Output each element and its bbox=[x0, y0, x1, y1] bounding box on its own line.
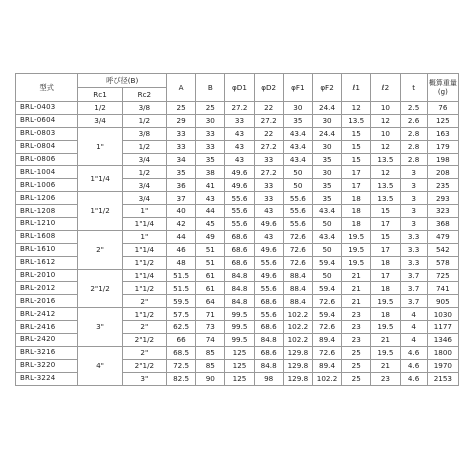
f1-cell: 72.6 bbox=[283, 230, 312, 243]
model-cell: BRL-1608 bbox=[16, 230, 78, 243]
w-cell: 725 bbox=[427, 269, 458, 282]
w-cell: 179 bbox=[427, 140, 458, 153]
l1-cell: 15 bbox=[342, 127, 371, 140]
model-cell: BRL-0806 bbox=[16, 153, 78, 166]
table-header bbox=[16, 74, 459, 102]
a-cell: 33 bbox=[167, 140, 196, 153]
b-cell: 30 bbox=[196, 114, 225, 127]
a-cell: 68.5 bbox=[167, 346, 196, 359]
f1-cell: 50 bbox=[283, 179, 312, 192]
d2-cell: 49.6 bbox=[254, 269, 283, 282]
f2-cell: 50 bbox=[312, 269, 341, 282]
f1-cell: 129.8 bbox=[283, 372, 312, 385]
f2-cell: 35 bbox=[312, 192, 341, 205]
w-cell: 125 bbox=[427, 114, 458, 127]
spec-table bbox=[15, 73, 459, 386]
header-f1: φF1 bbox=[283, 74, 312, 102]
f2-cell: 59.4 bbox=[312, 256, 341, 269]
f1-cell: 129.8 bbox=[283, 359, 312, 372]
t-cell: 3 bbox=[400, 205, 427, 218]
f1-cell: 55.6 bbox=[283, 192, 312, 205]
d1-cell: 125 bbox=[225, 359, 254, 372]
f2-cell: 89.4 bbox=[312, 359, 341, 372]
d2-cell: 27.2 bbox=[254, 166, 283, 179]
b-cell: 85 bbox=[196, 359, 225, 372]
rc2-cell: 1"1/2 bbox=[122, 256, 166, 269]
d2-cell: 68.6 bbox=[254, 295, 283, 308]
header-model: 型式 bbox=[16, 74, 78, 102]
model-cell: BRL-3224 bbox=[16, 372, 78, 385]
table-row bbox=[16, 102, 459, 115]
w-cell: 542 bbox=[427, 243, 458, 256]
b-cell: 61 bbox=[196, 269, 225, 282]
d1-cell: 84.8 bbox=[225, 295, 254, 308]
model-cell: BRL-0604 bbox=[16, 114, 78, 127]
rc2-cell: 1" bbox=[122, 230, 166, 243]
d2-cell: 84.8 bbox=[254, 359, 283, 372]
d2-cell: 33 bbox=[254, 179, 283, 192]
rc1-group-cell: 2" bbox=[78, 230, 122, 269]
a-cell: 33 bbox=[167, 127, 196, 140]
b-cell: 35 bbox=[196, 153, 225, 166]
l1-cell: 18 bbox=[342, 205, 371, 218]
d1-cell: 125 bbox=[225, 346, 254, 359]
t-cell: 3.3 bbox=[400, 243, 427, 256]
d2-cell: 68.6 bbox=[254, 346, 283, 359]
f2-cell: 72.6 bbox=[312, 295, 341, 308]
d1-cell: 43 bbox=[225, 153, 254, 166]
l1-cell: 25 bbox=[342, 359, 371, 372]
header-t: t bbox=[400, 74, 427, 102]
l2-cell: 13.5 bbox=[371, 179, 400, 192]
model-cell: BRL-1206 bbox=[16, 192, 78, 205]
header-rc1: Rc1 bbox=[78, 88, 122, 102]
l1-cell: 15 bbox=[342, 153, 371, 166]
f2-cell: 50 bbox=[312, 218, 341, 231]
b-cell: 33 bbox=[196, 140, 225, 153]
l2-cell: 19.5 bbox=[371, 346, 400, 359]
w-cell: 208 bbox=[427, 166, 458, 179]
w-cell: 1177 bbox=[427, 321, 458, 334]
d2-cell: 84.8 bbox=[254, 334, 283, 347]
a-cell: 59.5 bbox=[167, 295, 196, 308]
t-cell: 3.7 bbox=[400, 295, 427, 308]
rc2-cell: 3/4 bbox=[122, 179, 166, 192]
model-cell: BRL-0804 bbox=[16, 140, 78, 153]
w-cell: 741 bbox=[427, 282, 458, 295]
header-d1: φD1 bbox=[225, 74, 254, 102]
d2-cell: 43 bbox=[254, 205, 283, 218]
b-cell: 44 bbox=[196, 205, 225, 218]
w-cell: 323 bbox=[427, 205, 458, 218]
rc2-cell: 1/2 bbox=[122, 140, 166, 153]
d2-cell: 27.2 bbox=[254, 140, 283, 153]
d2-cell: 68.6 bbox=[254, 321, 283, 334]
a-cell: 40 bbox=[167, 205, 196, 218]
model-cell: BRL-1004 bbox=[16, 166, 78, 179]
d2-cell: 33 bbox=[254, 153, 283, 166]
l1-cell: 25 bbox=[342, 372, 371, 385]
rc1-group-cell: 1"1/2 bbox=[78, 192, 122, 231]
a-cell: 62.5 bbox=[167, 321, 196, 334]
rc2-cell: 1"1/4 bbox=[122, 269, 166, 282]
d1-cell: 55.6 bbox=[225, 218, 254, 231]
l2-cell: 19.5 bbox=[371, 295, 400, 308]
l1-cell: 19.5 bbox=[342, 256, 371, 269]
b-cell: 51 bbox=[196, 243, 225, 256]
table-row bbox=[16, 127, 459, 140]
d1-cell: 99.5 bbox=[225, 334, 254, 347]
model-cell: BRL-2010 bbox=[16, 269, 78, 282]
model-cell: BRL-2012 bbox=[16, 282, 78, 295]
f1-cell: 88.4 bbox=[283, 269, 312, 282]
f2-cell: 35 bbox=[312, 179, 341, 192]
d1-cell: 43 bbox=[225, 127, 254, 140]
d2-cell: 98 bbox=[254, 372, 283, 385]
d2-cell: 49.6 bbox=[254, 243, 283, 256]
table-row bbox=[16, 308, 459, 321]
f2-cell: 24.4 bbox=[312, 127, 341, 140]
t-cell: 4.6 bbox=[400, 372, 427, 385]
l2-cell: 12 bbox=[371, 140, 400, 153]
d2-cell: 55.6 bbox=[254, 308, 283, 321]
l2-cell: 19.5 bbox=[371, 321, 400, 334]
b-cell: 49 bbox=[196, 230, 225, 243]
l2-cell: 18 bbox=[371, 256, 400, 269]
w-cell: 479 bbox=[427, 230, 458, 243]
l1-cell: 19.5 bbox=[342, 230, 371, 243]
l1-cell: 18 bbox=[342, 218, 371, 231]
rc2-cell: 2"1/2 bbox=[122, 359, 166, 372]
b-cell: 85 bbox=[196, 346, 225, 359]
w-cell: 368 bbox=[427, 218, 458, 231]
l1-cell: 19.5 bbox=[342, 243, 371, 256]
model-cell: BRL-1612 bbox=[16, 256, 78, 269]
header-b: B bbox=[196, 74, 225, 102]
f1-cell: 102.2 bbox=[283, 308, 312, 321]
l1-cell: 12 bbox=[342, 102, 371, 115]
rc2-cell: 2" bbox=[122, 346, 166, 359]
w-cell: 1800 bbox=[427, 346, 458, 359]
f2-cell: 72.6 bbox=[312, 321, 341, 334]
b-cell: 33 bbox=[196, 127, 225, 140]
d1-cell: 99.5 bbox=[225, 308, 254, 321]
a-cell: 51.5 bbox=[167, 282, 196, 295]
f1-cell: 43.4 bbox=[283, 140, 312, 153]
t-cell: 4 bbox=[400, 334, 427, 347]
w-cell: 1970 bbox=[427, 359, 458, 372]
d1-cell: 84.8 bbox=[225, 269, 254, 282]
f2-cell: 43.4 bbox=[312, 205, 341, 218]
model-cell: BRL-3216 bbox=[16, 346, 78, 359]
b-cell: 25 bbox=[196, 102, 225, 115]
w-cell: 578 bbox=[427, 256, 458, 269]
w-cell: 235 bbox=[427, 179, 458, 192]
t-cell: 2.5 bbox=[400, 102, 427, 115]
d2-cell: 49.6 bbox=[254, 218, 283, 231]
f1-cell: 88.4 bbox=[283, 282, 312, 295]
t-cell: 3.7 bbox=[400, 269, 427, 282]
b-cell: 90 bbox=[196, 372, 225, 385]
f1-cell: 30 bbox=[283, 102, 312, 115]
l2-cell: 23 bbox=[371, 372, 400, 385]
header-weight: 概算重量(g) bbox=[427, 74, 458, 102]
rc2-cell: 1/2 bbox=[122, 166, 166, 179]
l1-cell: 23 bbox=[342, 334, 371, 347]
f1-cell: 88.4 bbox=[283, 295, 312, 308]
l2-cell: 15 bbox=[371, 205, 400, 218]
l1-cell: 21 bbox=[342, 282, 371, 295]
model-cell: BRL-2420 bbox=[16, 334, 78, 347]
a-cell: 36 bbox=[167, 179, 196, 192]
d2-cell: 55.6 bbox=[254, 282, 283, 295]
f1-cell: 43.4 bbox=[283, 153, 312, 166]
t-cell: 4 bbox=[400, 308, 427, 321]
d2-cell: 33 bbox=[254, 192, 283, 205]
a-cell: 34 bbox=[167, 153, 196, 166]
header-a: A bbox=[167, 74, 196, 102]
f2-cell: 59.4 bbox=[312, 282, 341, 295]
model-cell: BRL-1208 bbox=[16, 205, 78, 218]
f2-cell: 50 bbox=[312, 243, 341, 256]
d1-cell: 49.6 bbox=[225, 179, 254, 192]
f2-cell: 30 bbox=[312, 140, 341, 153]
d1-cell: 55.6 bbox=[225, 192, 254, 205]
a-cell: 48 bbox=[167, 256, 196, 269]
f1-cell: 43.4 bbox=[283, 127, 312, 140]
model-cell: BRL-1610 bbox=[16, 243, 78, 256]
f2-cell: 35 bbox=[312, 153, 341, 166]
w-cell: 1030 bbox=[427, 308, 458, 321]
l1-cell: 13.5 bbox=[342, 114, 371, 127]
a-cell: 66 bbox=[167, 334, 196, 347]
table-body bbox=[16, 102, 459, 386]
b-cell: 45 bbox=[196, 218, 225, 231]
l2-cell: 13.5 bbox=[371, 153, 400, 166]
d1-cell: 68.6 bbox=[225, 243, 254, 256]
f2-cell: 24.4 bbox=[312, 102, 341, 115]
d2-cell: 22 bbox=[254, 102, 283, 115]
rc2-cell: 1"1/2 bbox=[122, 308, 166, 321]
model-cell: BRL-2016 bbox=[16, 295, 78, 308]
a-cell: 25 bbox=[167, 102, 196, 115]
rc2-cell: 3" bbox=[122, 372, 166, 385]
w-cell: 198 bbox=[427, 153, 458, 166]
w-cell: 163 bbox=[427, 127, 458, 140]
d1-cell: 49.6 bbox=[225, 166, 254, 179]
l2-cell: 10 bbox=[371, 102, 400, 115]
f1-cell: 72.6 bbox=[283, 256, 312, 269]
model-cell: BRL-2412 bbox=[16, 308, 78, 321]
rc2-cell: 3/8 bbox=[122, 127, 166, 140]
model-cell: BRL-0803 bbox=[16, 127, 78, 140]
t-cell: 3.3 bbox=[400, 256, 427, 269]
f1-cell: 129.8 bbox=[283, 346, 312, 359]
rc1-cell: 3/4 bbox=[78, 114, 122, 127]
d2-cell: 55.6 bbox=[254, 256, 283, 269]
rc2-cell: 1" bbox=[122, 205, 166, 218]
b-cell: 61 bbox=[196, 282, 225, 295]
b-cell: 71 bbox=[196, 308, 225, 321]
d1-cell: 99.5 bbox=[225, 321, 254, 334]
rc2-cell: 2" bbox=[122, 295, 166, 308]
t-cell: 4.6 bbox=[400, 346, 427, 359]
f2-cell: 30 bbox=[312, 166, 341, 179]
rc1-group-cell: 2"1/2 bbox=[78, 269, 122, 308]
b-cell: 74 bbox=[196, 334, 225, 347]
l2-cell: 13.5 bbox=[371, 192, 400, 205]
f2-cell: 102.2 bbox=[312, 372, 341, 385]
d2-cell: 27.2 bbox=[254, 114, 283, 127]
table-row bbox=[16, 346, 459, 359]
d2-cell: 43 bbox=[254, 230, 283, 243]
w-cell: 905 bbox=[427, 295, 458, 308]
l2-cell: 10 bbox=[371, 127, 400, 140]
d1-cell: 68.6 bbox=[225, 230, 254, 243]
d2-cell: 22 bbox=[254, 127, 283, 140]
l2-cell: 18 bbox=[371, 282, 400, 295]
a-cell: 46 bbox=[167, 243, 196, 256]
f2-cell: 30 bbox=[312, 114, 341, 127]
l1-cell: 23 bbox=[342, 321, 371, 334]
f2-cell: 43.4 bbox=[312, 230, 341, 243]
b-cell: 43 bbox=[196, 192, 225, 205]
rc2-cell: 2" bbox=[122, 321, 166, 334]
a-cell: 37 bbox=[167, 192, 196, 205]
rc1-group-cell: 4" bbox=[78, 346, 122, 385]
t-cell: 3 bbox=[400, 192, 427, 205]
t-cell: 2.8 bbox=[400, 127, 427, 140]
t-cell: 3.3 bbox=[400, 230, 427, 243]
rc2-cell: 2"1/2 bbox=[122, 334, 166, 347]
d1-cell: 55.6 bbox=[225, 205, 254, 218]
rc2-cell: 1/2 bbox=[122, 114, 166, 127]
l2-cell: 12 bbox=[371, 166, 400, 179]
f2-cell: 89.4 bbox=[312, 334, 341, 347]
w-cell: 293 bbox=[427, 192, 458, 205]
l2-cell: 17 bbox=[371, 269, 400, 282]
t-cell: 2.8 bbox=[400, 140, 427, 153]
a-cell: 35 bbox=[167, 166, 196, 179]
header-l2: ℓ2 bbox=[371, 74, 400, 102]
rc2-cell: 1"1/2 bbox=[122, 282, 166, 295]
l2-cell: 21 bbox=[371, 359, 400, 372]
t-cell: 4 bbox=[400, 321, 427, 334]
rc2-cell: 1"1/4 bbox=[122, 218, 166, 231]
table-row bbox=[16, 192, 459, 205]
b-cell: 64 bbox=[196, 295, 225, 308]
a-cell: 57.5 bbox=[167, 308, 196, 321]
f1-cell: 72.6 bbox=[283, 243, 312, 256]
l2-cell: 18 bbox=[371, 308, 400, 321]
l1-cell: 17 bbox=[342, 179, 371, 192]
t-cell: 4.6 bbox=[400, 359, 427, 372]
t-cell: 2.6 bbox=[400, 114, 427, 127]
t-cell: 3.7 bbox=[400, 282, 427, 295]
rc1-group-cell: 1" bbox=[78, 127, 122, 166]
l2-cell: 12 bbox=[371, 114, 400, 127]
header-f2: φF2 bbox=[312, 74, 341, 102]
a-cell: 82.5 bbox=[167, 372, 196, 385]
f1-cell: 55.6 bbox=[283, 218, 312, 231]
d1-cell: 68.6 bbox=[225, 256, 254, 269]
b-cell: 41 bbox=[196, 179, 225, 192]
model-cell: BRL-2416 bbox=[16, 321, 78, 334]
d1-cell: 43 bbox=[225, 140, 254, 153]
l2-cell: 17 bbox=[371, 218, 400, 231]
header-l1: ℓ1 bbox=[342, 74, 371, 102]
rc2-cell: 3/8 bbox=[122, 102, 166, 115]
d1-cell: 125 bbox=[225, 372, 254, 385]
rc1-cell: 1/2 bbox=[78, 102, 122, 115]
l2-cell: 17 bbox=[371, 243, 400, 256]
d1-cell: 27.2 bbox=[225, 102, 254, 115]
a-cell: 72.5 bbox=[167, 359, 196, 372]
header-nominal: 呼び径(B) bbox=[78, 74, 167, 88]
table-row bbox=[16, 166, 459, 179]
l2-cell: 21 bbox=[371, 334, 400, 347]
t-cell: 3 bbox=[400, 179, 427, 192]
t-cell: 2.8 bbox=[400, 153, 427, 166]
f1-cell: 50 bbox=[283, 166, 312, 179]
b-cell: 38 bbox=[196, 166, 225, 179]
a-cell: 44 bbox=[167, 230, 196, 243]
t-cell: 3 bbox=[400, 218, 427, 231]
b-cell: 73 bbox=[196, 321, 225, 334]
model-cell: BRL-3220 bbox=[16, 359, 78, 372]
f2-cell: 59.4 bbox=[312, 308, 341, 321]
f1-cell: 35 bbox=[283, 114, 312, 127]
d1-cell: 84.8 bbox=[225, 282, 254, 295]
table-row bbox=[16, 230, 459, 243]
b-cell: 51 bbox=[196, 256, 225, 269]
l1-cell: 15 bbox=[342, 140, 371, 153]
header-d2: φD2 bbox=[254, 74, 283, 102]
l1-cell: 21 bbox=[342, 269, 371, 282]
f1-cell: 55.6 bbox=[283, 205, 312, 218]
w-cell: 2153 bbox=[427, 372, 458, 385]
rc1-group-cell: 3" bbox=[78, 308, 122, 347]
f1-cell: 102.2 bbox=[283, 321, 312, 334]
rc2-cell: 1"1/4 bbox=[122, 243, 166, 256]
t-cell: 3 bbox=[400, 166, 427, 179]
rc2-cell: 3/4 bbox=[122, 192, 166, 205]
w-cell: 76 bbox=[427, 102, 458, 115]
header-rc2: Rc2 bbox=[122, 88, 166, 102]
w-cell: 1346 bbox=[427, 334, 458, 347]
rc1-group-cell: 1"1/4 bbox=[78, 166, 122, 192]
model-cell: BRL-1210 bbox=[16, 218, 78, 231]
model-cell: BRL-1006 bbox=[16, 179, 78, 192]
l2-cell: 15 bbox=[371, 230, 400, 243]
f1-cell: 102.2 bbox=[283, 334, 312, 347]
a-cell: 29 bbox=[167, 114, 196, 127]
table-row bbox=[16, 269, 459, 282]
model-cell: BRL-0403 bbox=[16, 102, 78, 115]
a-cell: 42 bbox=[167, 218, 196, 231]
table-row bbox=[16, 114, 459, 127]
d1-cell: 33 bbox=[225, 114, 254, 127]
l1-cell: 17 bbox=[342, 166, 371, 179]
l1-cell: 23 bbox=[342, 308, 371, 321]
f2-cell: 72.6 bbox=[312, 346, 341, 359]
a-cell: 51.5 bbox=[167, 269, 196, 282]
l1-cell: 18 bbox=[342, 192, 371, 205]
l1-cell: 21 bbox=[342, 295, 371, 308]
l1-cell: 25 bbox=[342, 346, 371, 359]
rc2-cell: 3/4 bbox=[122, 153, 166, 166]
